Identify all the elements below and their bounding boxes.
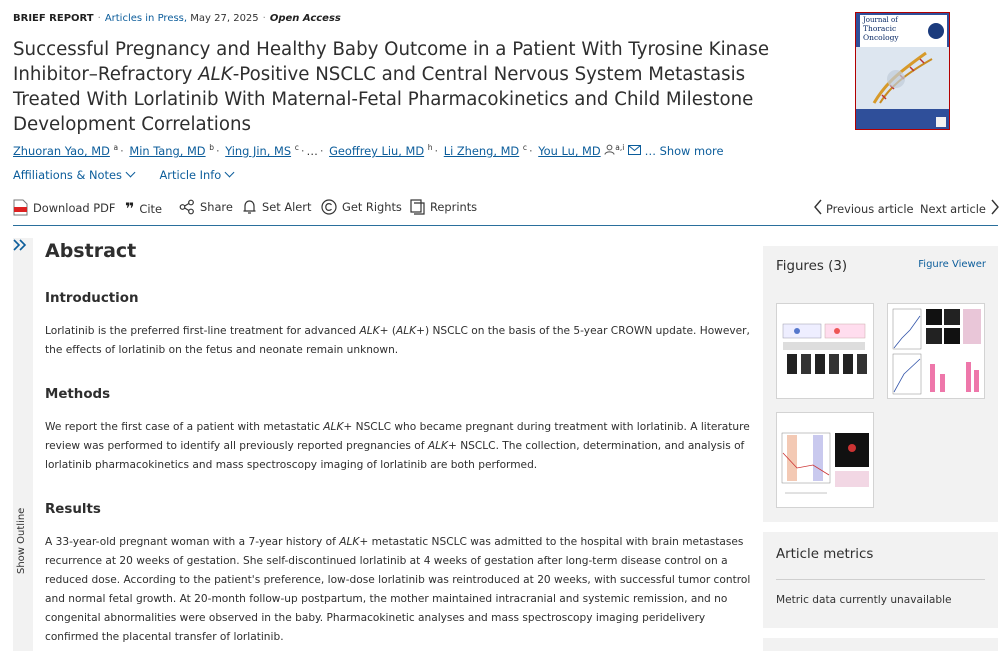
previous-article-link[interactable]: Previous article [813, 198, 914, 219]
journal-cover[interactable] [855, 12, 950, 130]
share-icon [179, 199, 195, 215]
methods-text: We report the first case of a patient with metastatic ALK+ NSCLC who became pregnant during treatment with lorlatinib. A literature review was performed to identify all previously reported pregnancies of ALK+ NSCLC. The collection, determination, and analysis of lorlatinib pharmacokinetics and mass spectroscopy imaging of lorlatinib are both performed. [45, 421, 750, 471]
author-list: Zhuoran Yao, MD $^a$ · Min Tang, MD $^b$ · Ying Jin, MS $^c$ · … · Geoffrey Liu, MD $^h$ · Li Zheng, MD $^c$ · You Lu, MD $^{a,i}$ … Show more [13, 143, 724, 158]
publish-date: May 27, 2025 [190, 13, 259, 24]
chevron-right-icon [990, 198, 1000, 219]
reprints-icon [410, 199, 425, 215]
figures-panel [763, 246, 998, 522]
author-link[interactable]: Ying Jin, MS [225, 143, 292, 158]
figure-thumbnail-1[interactable] [776, 303, 874, 399]
author-link[interactable]: Geoffrey Liu, MD [329, 143, 425, 158]
share-button[interactable]: Share [179, 199, 233, 215]
pdf-icon [13, 199, 28, 216]
reprints-button[interactable]: Reprints [410, 199, 477, 215]
results-text: A 33-year-old pregnant woman with a 7-year history of ALK+ metastatic NSCLC was admitted to the hospital with brain metastases recurrence at 20 weeks of gestation. She self-discontinued lorlatinib at 4 weeks of gestation after long-term disease control on a reduced dose. According to the patient's preference, low-dose lorlatinib was reintroduced at 20 weeks, with successful tumor control and normal fetal growth. At 20-month follow-up postpartum, the mother maintained intracranial and systemic remission, and no congenital abnormalities were observed in the baby. Pharmacokinetic analyses and mass spectroscopy imaging peridelivery confirmed the placental transfer of lorlatinib. [45, 536, 751, 643]
methods-heading: Methods [45, 387, 111, 402]
email-icon[interactable] [628, 144, 641, 158]
affiliations-toggle[interactable]: Affiliations & Notes [13, 168, 134, 182]
metrics-status: Metric data currently unavailable [776, 594, 952, 606]
author-link[interactable]: You Lu, MD [538, 143, 601, 158]
show-more-authors[interactable]: … Show more [644, 143, 724, 158]
download-pdf-button[interactable]: Download PDF [13, 199, 115, 216]
figures-heading: Figures (3) [776, 259, 848, 274]
chevron-down-icon [125, 168, 135, 178]
introduction-heading: Introduction [45, 291, 139, 306]
article-meta: BRIEF REPORT · Articles in Press, May 27, 2025 · Open Access [13, 13, 341, 24]
article-type: BRIEF REPORT [13, 13, 94, 24]
introduction-text: Lorlatinib is the preferred first-line treatment for advanced ALK+ (ALK+) NSCLC on the basis of the 5-year CROWN update. However, the effects of lorlatinib on the fetus and neonate remain unknown. [45, 325, 750, 356]
outline-toggle[interactable] [13, 238, 33, 651]
open-access-badge: Open Access [269, 13, 341, 24]
divider [776, 579, 985, 580]
cite-button[interactable]: ❞ Cite [125, 199, 162, 218]
journal-name-line-2: Thoracic [863, 24, 897, 33]
set-alert-button[interactable]: Set Alert [242, 199, 311, 215]
authors-ellipsis: … [306, 143, 318, 158]
figure-viewer-link[interactable]: Figure Viewer [918, 259, 986, 270]
journal-name-line-3: Oncology [863, 33, 899, 42]
outline-label: Show Outline [16, 507, 27, 574]
next-panel [763, 638, 998, 651]
next-article-link[interactable]: Next article [920, 198, 1000, 219]
person-icon[interactable] [604, 144, 615, 158]
author-link[interactable]: Li Zheng, MD [443, 143, 520, 158]
bell-icon [242, 199, 257, 215]
chevron-left-icon [813, 198, 823, 219]
article-info-toggle[interactable]: Article Info [160, 168, 234, 182]
get-rights-button[interactable]: Get Rights [321, 199, 402, 215]
figure-thumbnail-3[interactable] [776, 412, 874, 508]
copyright-icon [321, 199, 337, 215]
article-metrics-heading: Article metrics [776, 547, 874, 562]
info-links [13, 168, 255, 182]
article-metrics-panel [763, 532, 998, 628]
results-heading: Results [45, 502, 101, 517]
journal-name-line-1: Journal of [863, 16, 898, 24]
double-chevron-right-icon [13, 238, 27, 255]
article-toolbar [13, 196, 998, 226]
article-title: Successful Pregnancy and Healthy Baby Outcome in a Patient With Tyrosine Kinase Inhibitor–Refractory ALK-Positive NSCLC and Central Nervous System Metastasis Treated With Lorlatinib With Maternal-Fetal Pharmacokinetics and Child Milestone Development Correlations [13, 39, 770, 135]
chevron-down-icon [225, 168, 235, 178]
abstract-heading: Abstract [45, 240, 137, 262]
figure-thumbnail-2[interactable] [887, 303, 985, 399]
articles-in-press-link[interactable]: Articles in Press, [104, 13, 188, 24]
author-link[interactable]: Zhuoran Yao, MD [13, 143, 110, 158]
author-link[interactable]: Min Tang, MD [129, 143, 206, 158]
quote-icon: ❞ [125, 199, 135, 218]
